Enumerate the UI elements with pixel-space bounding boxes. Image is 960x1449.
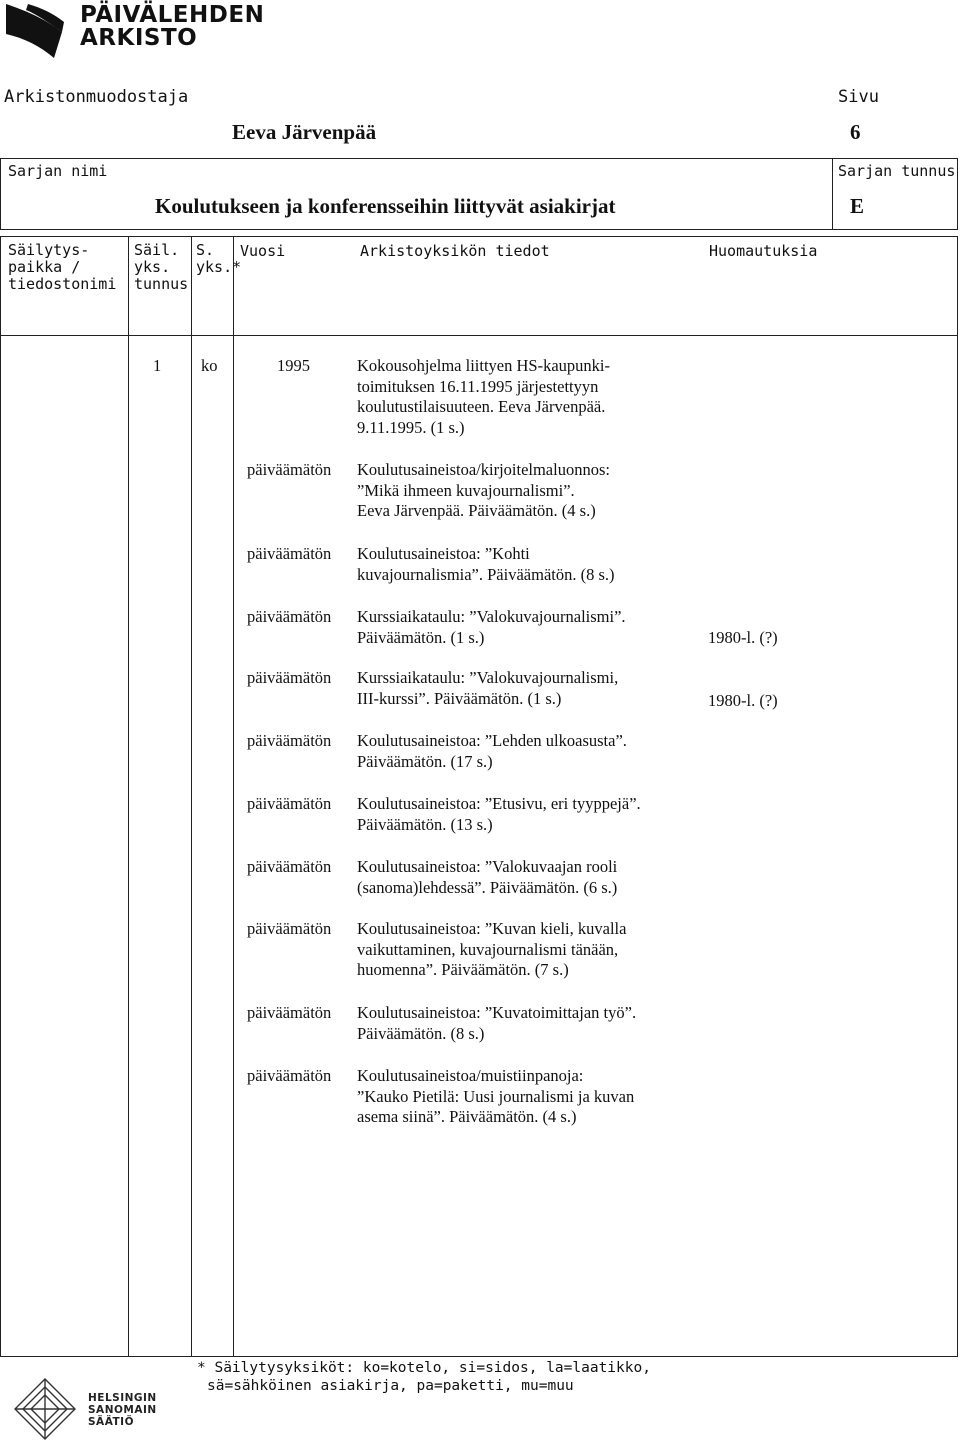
creator-name: Eeva Järvenpää	[232, 120, 377, 144]
col-unit-type-header: S. yks.*	[196, 241, 242, 276]
series-id-label: Sarjan tunnus	[838, 162, 956, 180]
description: Koulutusaineistoa: ”Kuvan kieli, kuvalla vaikuttaminen, kuvajournalismi tänään, huomenna”. Päiväämätön. (7 s.)	[357, 919, 627, 979]
series-name-label: Sarjan nimi	[8, 162, 108, 180]
series-id: E	[850, 194, 865, 218]
unit-number: 1	[153, 356, 162, 375]
page-label: Sivu	[838, 87, 879, 107]
creator-label: Arkistonmuodostaja	[4, 87, 189, 107]
col-info-header: Arkistoyksikön tiedot	[360, 242, 550, 260]
year: päiväämätön	[247, 794, 332, 813]
unit-type: ko	[201, 356, 218, 375]
column-divider	[233, 236, 234, 1357]
note: 1980-l. (?)	[708, 628, 778, 647]
column-divider	[191, 236, 192, 1357]
year: päiväämätön	[247, 668, 332, 687]
description: Koulutusaineistoa/kirjoitelmaluonnos: ”Mikä ihmeen kuvajournalismi”. Eeva Järvenpää. Päiväämätön. (4 s.)	[357, 460, 610, 520]
col-notes-header: Huomautuksia	[709, 242, 818, 260]
column-divider	[128, 236, 129, 1357]
year: päiväämätön	[247, 607, 332, 626]
year: päiväämätön	[247, 1066, 332, 1085]
hss-logo-line-2: SANOMAIN	[88, 1404, 157, 1416]
logo-line-1: PÄIVÄLEHDEN	[80, 2, 265, 28]
description: Koulutusaineistoa: ”Kuvatoimittajan työ”. Päiväämätön. (8 s.)	[357, 1003, 637, 1043]
col-year-header: Vuosi	[240, 242, 286, 260]
hss-emblem-icon	[12, 1376, 78, 1442]
col-unit-id-header: Säil. yks. tunnus	[134, 241, 189, 293]
paivalehden-arkisto-logo-text	[80, 4, 264, 50]
description: Koulutusaineistoa: ”Etusivu, eri tyyppejä”. Päiväämätön. (13 s.)	[357, 794, 641, 834]
logo-line-2: ARKISTO	[80, 25, 198, 51]
year: päiväämätön	[247, 544, 332, 563]
col-location-header: Säilytys- paikka / tiedostonimi	[8, 241, 117, 293]
hss-logo-line-3: SÄÄTIÖ	[88, 1416, 134, 1428]
year: päiväämätön	[247, 731, 332, 750]
series-name: Koulutukseen ja konferensseihin liittyvät asiakirjat	[155, 194, 616, 218]
description: Koulutusaineistoa: ”Kohti kuvajournalismia”. Päiväämätön. (8 s.)	[357, 544, 615, 584]
hss-logo-line-1: HELSINGIN	[88, 1392, 157, 1404]
year: 1995	[277, 356, 310, 375]
description: Koulutusaineistoa: ”Lehden ulkoasusta”. Päiväämätön. (17 s.)	[357, 731, 627, 771]
description: Kurssiaikataulu: ”Valokuvajournalismi, III-kurssi”. Päiväämätön. (1 s.)	[357, 668, 619, 708]
note: 1980-l. (?)	[708, 691, 778, 710]
helsingin-sanomain-saatio-logo	[12, 1376, 182, 1442]
paivalehden-arkisto-logo-mark	[4, 2, 66, 60]
description: Koulutusaineistoa/muistiinpanoja: ”Kauko Pietilä: Uusi journalismi ja kuvan asema siinä”. Päiväämätön. (4 s.)	[357, 1066, 635, 1126]
description: Koulutusaineistoa: ”Valokuvaajan rooli (sanoma)lehdessä”. Päiväämätön. (6 s.)	[357, 857, 618, 897]
year: päiväämätön	[247, 857, 332, 876]
page-number: 6	[850, 120, 861, 144]
year: päiväämätön	[247, 460, 332, 479]
year: päiväämätön	[247, 1003, 332, 1022]
description: Kurssiaikataulu: ”Valokuvajournalismi”. Päiväämätön. (1 s.)	[357, 607, 626, 647]
description: Kokousohjelma liittyen HS-kaupunki- toimituksen 16.11.1995 järjestettyyn koulutustilaisuuteen. Eeva Järvenpää. 9.11.1995. (1 s.)	[357, 356, 610, 437]
series-divider	[832, 158, 833, 230]
footnote: * Säilytysyksiköt: ko=kotelo, si=sidos, la=laatikko, sä=sähköinen asiakirja, pa=paketti, mu=muu	[197, 1360, 651, 1394]
year: päiväämätön	[247, 919, 332, 938]
